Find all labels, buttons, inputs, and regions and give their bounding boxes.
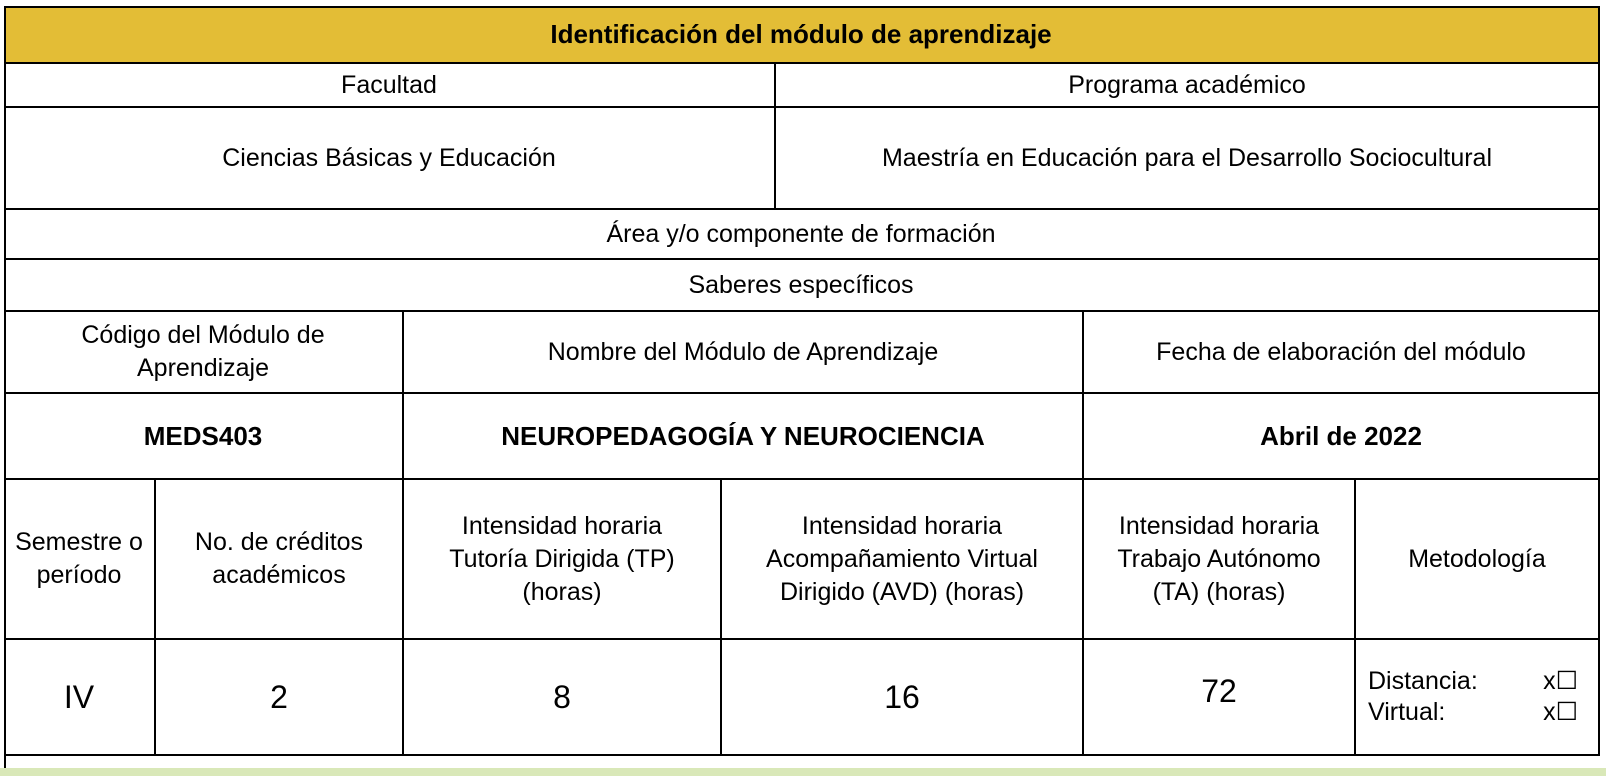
codigo-label: Código del Módulo de Aprendizaje <box>4 312 404 394</box>
area-label: Área y/o componente de formación <box>4 210 1600 260</box>
ta-label: Intensidad horaria Trabajo Autónomo (TA) (horas) <box>1084 480 1356 640</box>
area-value: Saberes específicos <box>4 260 1600 312</box>
ta-value: 72 <box>1084 640 1356 756</box>
next-section-edge <box>0 768 1606 776</box>
creditos-label: No. de créditos académicos <box>156 480 404 640</box>
distancia-checkbox[interactable]: x☐ <box>1543 666 1578 695</box>
programa-value: Maestría en Educación para el Desarrollo Sociocultural <box>776 108 1600 210</box>
semestre-label: Semestre o período <box>4 480 156 640</box>
metodologia-options <box>1368 666 1592 729</box>
semestre-value: IV <box>4 640 156 756</box>
nombre-value: NEUROPEDAGOGÍA Y NEUROCIENCIA <box>404 394 1084 480</box>
distancia-option <box>1368 666 1592 697</box>
table-title: Identificación del módulo de aprendizaje <box>4 6 1600 64</box>
avd-label: Intensidad horaria Acompañamiento Virtual Dirigido (AVD) (horas) <box>722 480 1084 640</box>
virtual-checkbox[interactable]: x☐ <box>1543 698 1578 726</box>
codigo-value: MEDS403 <box>4 394 404 480</box>
virtual-label: Virtual: <box>1368 698 1446 726</box>
tp-value: 8 <box>404 640 722 756</box>
virtual-option <box>1368 697 1592 728</box>
programa-label: Programa académico <box>776 64 1600 108</box>
nombre-label: Nombre del Módulo de Aprendizaje <box>404 312 1084 394</box>
creditos-value: 2 <box>156 640 404 756</box>
avd-value: 16 <box>722 640 1084 756</box>
fecha-label: Fecha de elaboración del módulo <box>1084 312 1600 394</box>
metodologia-label: Metodología <box>1356 480 1600 640</box>
facultad-label: Facultad <box>4 64 776 108</box>
metodologia-value <box>1356 640 1600 756</box>
fecha-value: Abril de 2022 <box>1084 394 1600 480</box>
distancia-label: Distancia: <box>1368 666 1478 695</box>
facultad-value: Ciencias Básicas y Educación <box>4 108 776 210</box>
tp-label: Intensidad horaria Tutoría Dirigida (TP)(horas) <box>404 480 722 640</box>
